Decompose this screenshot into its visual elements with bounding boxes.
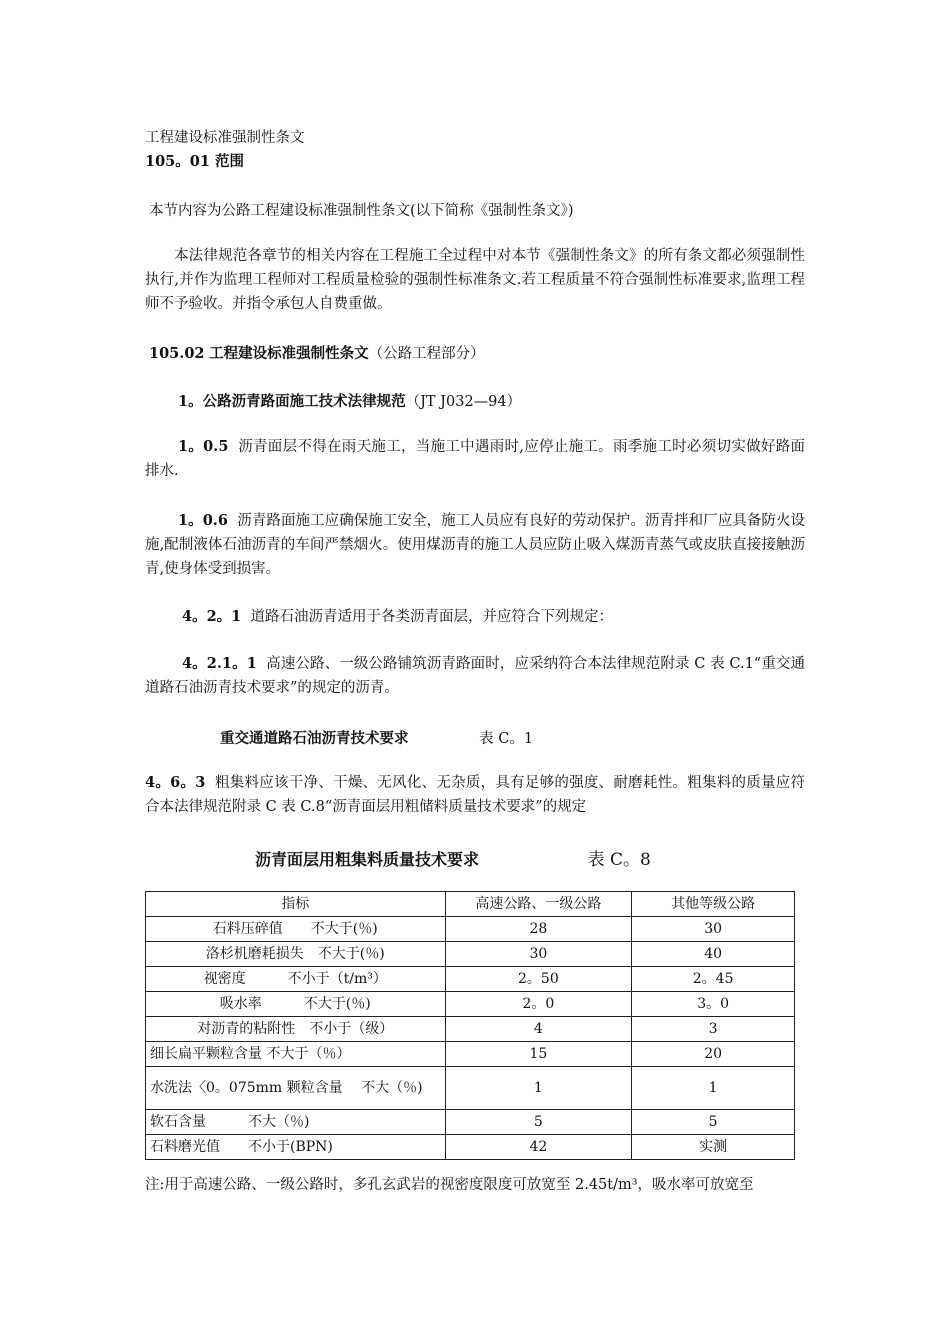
clause-1-0-5 (145, 435, 805, 483)
table-cell: 28 (445, 917, 632, 942)
table-cell: 4 (445, 1017, 632, 1042)
table-cell: 5 (632, 1110, 795, 1135)
table-footnote: 注:用于高速公路、一级公路时，多孔玄武岩的视密度限度可放宽至 2.45t/m³，吸水率可放宽至 (145, 1177, 754, 1193)
table-cell: 对沥青的粘附性 不小于（级） (146, 1017, 446, 1042)
clause-text: 粗集料应该干净、干燥、无风化、无杂质，具有足够的强度、耐磨耗性。粗集料的质量应符合本法律规范附录 C 表 C.8“沥青面层用粗储料质量技术要求”的规定 (145, 775, 805, 815)
clause-text: 高速公路、一级公路铺筑沥青路面时，应采纳符合本法律规范附录 C 表 C.1“重交通道路石油沥青技术要求”的规定的沥青。 (145, 656, 806, 696)
section-105-01-heading (145, 152, 244, 172)
clause-text: 沥青路面施工应确保施工安全，施工人员应有良好的劳动保护。沥青拌和厂应具备防火设施,配制液体石油沥青的车间严禁烟火。使用煤沥青的施工人员应防止吸入煤沥青蒸气或皮肤直接接触沥青,使身体受到损害。 (145, 513, 805, 577)
spec-number: 1。 (178, 393, 203, 410)
spec-code: （JT J032—94） (405, 394, 522, 410)
caption-label: 表 C。1 (479, 731, 534, 747)
table-cell: 2。50 (445, 967, 632, 992)
table-cell: 15 (445, 1042, 632, 1067)
table-row (146, 917, 795, 942)
spec-title: 公路沥青路面施工技术法律规范 (202, 393, 406, 410)
table-row (146, 1017, 795, 1042)
clause-4-2-1 (182, 607, 613, 627)
clause-number: 1。0.6 (178, 512, 228, 529)
table-row (146, 992, 795, 1017)
caption-title: 沥青面层用粗集料质量技术要求 (255, 850, 480, 869)
table-row (146, 1067, 795, 1110)
section-title: 工程建设标准强制性条文 (209, 345, 369, 362)
document-title: 工程建设标准强制性条文 (145, 130, 305, 146)
table-cell: 水洗法〈0。075mm 颗粒含量 不大（％) (146, 1067, 446, 1110)
table-cell: 洛杉机磨耗损失 不大于(％) (146, 942, 446, 967)
section-suffix: （公路工程部分） (368, 346, 485, 362)
table-cell: 3。0 (632, 992, 795, 1017)
section-title: 范围 (215, 153, 245, 170)
coarse-aggregate-table (145, 891, 795, 1160)
header-cell: 其他等级公路 (632, 892, 795, 917)
table-cell: 石料磨光值 不小于(BPN) (146, 1135, 446, 1160)
section-105-02-heading (149, 344, 485, 364)
paragraph-law: 本法律规范各章节的相关内容在工程施工全过程中对本节《强制性条文》的所有条文都必须强制性执行,并作为监理工程师对工程质量检验的强制性标准条文.若工程质量不符合强制性标准要求,监理工程师不予验收。并指令承包人自费重做。 (145, 248, 805, 312)
table-row (146, 967, 795, 992)
table-cell: 视密度 不小于（t/m³） (146, 967, 446, 992)
section-number: 105.02 (149, 345, 205, 362)
table-cell: 30 (445, 942, 632, 967)
table-cell: 软石含量 不大（％) (146, 1110, 446, 1135)
section-number: 105。01 (145, 153, 210, 170)
intro-text: 本节内容为公路工程建设标准强制性条文(以下简称《强制性条文》) (149, 203, 574, 219)
clause-4-6-3 (145, 771, 805, 819)
table-cell: 2。45 (632, 967, 795, 992)
clause-number: 4。6。3 (145, 774, 206, 791)
table-cell: 1 (632, 1067, 795, 1110)
table-cell: 30 (632, 917, 795, 942)
table-cell: 吸水率 不大于(％) (146, 992, 446, 1017)
table-cell: 5 (445, 1110, 632, 1135)
table-row (146, 942, 795, 967)
table-cell: 细长扁平颗粒含量 不大于（％） (146, 1042, 446, 1067)
clause-number: 4。2。1 (182, 608, 242, 625)
table-cell: 42 (445, 1135, 632, 1160)
caption-title: 重交通道路石油沥青技术要求 (220, 731, 409, 747)
clause-number: 1。0.5 (178, 438, 229, 455)
table-c1-caption (220, 727, 533, 748)
table-cell: 40 (632, 942, 795, 967)
table-cell: 20 (632, 1042, 795, 1067)
table-row (146, 1042, 795, 1067)
spec-1-heading (178, 392, 521, 412)
table-cell: 2。0 (445, 992, 632, 1017)
table-cell: 石料压碎值 不大于(％) (146, 917, 446, 942)
table-row (146, 1110, 795, 1135)
clause-1-0-6 (145, 509, 805, 581)
caption-label: 表 C。8 (587, 850, 651, 870)
clause-4-2-1-1 (145, 652, 805, 700)
table-cell: 1 (445, 1067, 632, 1110)
table-cell: 实测 (632, 1135, 795, 1160)
clause-text: 沥青面层不得在雨天施工，当施工中遇雨时,应停止施工。雨季施工时必须切实做好路面排水. (145, 439, 805, 479)
table-c8-caption (255, 845, 651, 870)
table-cell: 3 (632, 1017, 795, 1042)
clause-number: 4。2.1。1 (182, 655, 257, 672)
table-header-row (146, 892, 795, 917)
header-cell: 高速公路、一级公路 (445, 892, 632, 917)
header-cell: 指标 (146, 892, 446, 917)
table-row (146, 1135, 795, 1160)
clause-text: 道路石油沥青适用于各类沥青面层，并应符合下列规定： (250, 609, 613, 625)
